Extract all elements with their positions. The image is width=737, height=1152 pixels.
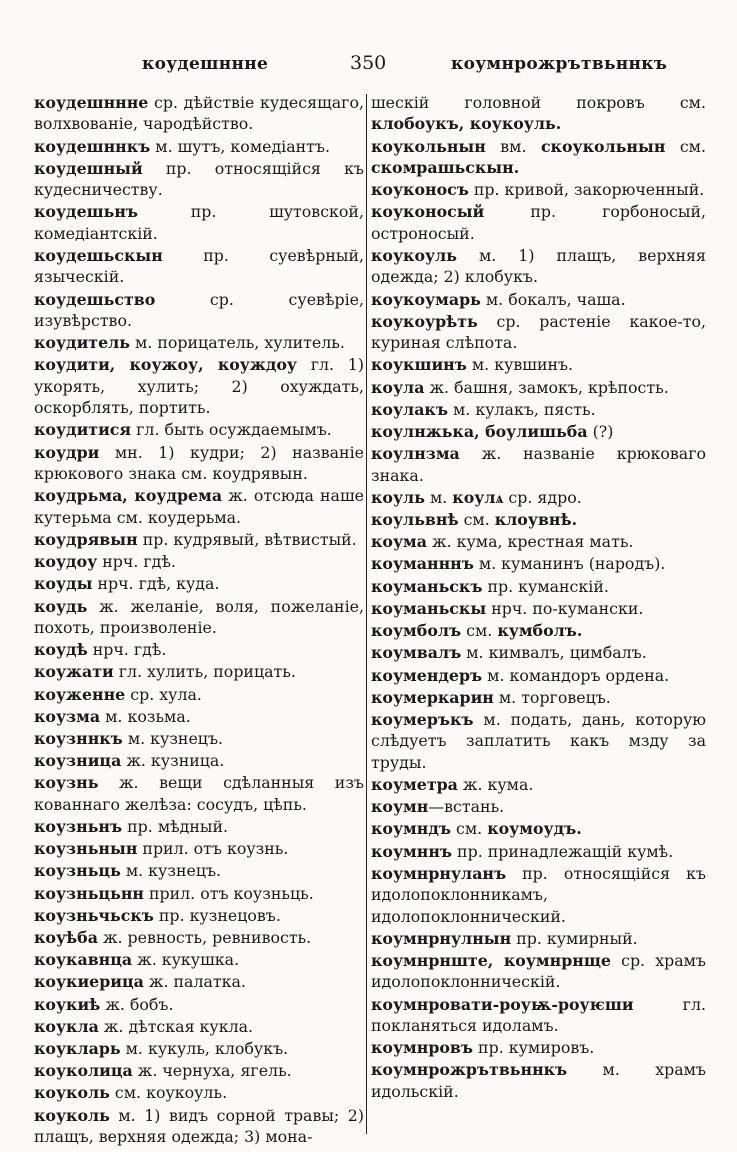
entry-definition: прил. отъ коузньць. — [143, 883, 314, 903]
dictionary-entry — [371, 620, 706, 641]
entry-headword: коуметра — [371, 774, 458, 794]
entry-headword: коумн — [371, 797, 429, 817]
entry-definition: м. — [424, 487, 453, 507]
dictionary-entry — [34, 661, 364, 682]
dictionary-entry — [34, 949, 364, 970]
entry-headword: коудешннне — [34, 93, 149, 112]
entry-definition: ср. суевѣріе, изувѣрство. — [34, 289, 364, 331]
entry-definition: м. куманинъ (народъ). — [473, 554, 666, 574]
entry-definition: м. кузнецъ. — [122, 728, 224, 748]
dictionary-entry — [34, 485, 364, 528]
entry-definition: (?) — [587, 422, 614, 442]
entry-definition: пр. кумирный. — [511, 928, 638, 948]
dictionary-entry — [371, 136, 706, 179]
entry-headword: коуды — [34, 574, 93, 594]
entry-definition: ж. кузница. — [121, 751, 225, 771]
dictionary-entry — [34, 419, 364, 440]
entry-definition: м. 1) плащъ, верхняя одежда; 2) клобукъ. — [371, 246, 706, 287]
running-head-right: коумнрожрътвьннкъ — [451, 54, 668, 74]
entry-definition: м. храмъ идольскій. — [371, 1060, 706, 1101]
entry-definition: прил. отъ коузнь. — [137, 839, 289, 859]
entry-definition: ж. желаніе, воля, пожеланіе, похоть, произволеніе. — [34, 596, 364, 637]
dictionary-entry — [371, 687, 706, 708]
dictionary-entry — [34, 158, 364, 201]
dictionary-entry — [34, 706, 364, 727]
entry-headword: коузннкъ — [34, 728, 123, 748]
entry-headword: коудешннкъ — [34, 136, 151, 156]
entry-headword: коузньцьнн — [34, 883, 144, 903]
dictionary-entry — [371, 665, 706, 686]
entry-definition: ср. дѣйствіе кудесящаго, волхвованіе, чародѣйство. — [34, 93, 364, 134]
entry-headword: коумнровати-роуѭ-роуѥши — [371, 994, 634, 1014]
entry-headword: коудешьнъ — [34, 202, 139, 222]
entry-definition: м. порицатель, хулитель. — [130, 333, 345, 353]
entry-definition: ж. кукушка. — [132, 950, 240, 970]
dictionary-entry — [34, 684, 364, 705]
left-column — [34, 92, 364, 1148]
entry-headword: коукавнца — [34, 950, 133, 970]
entry-headword: коузньнъ — [34, 816, 123, 836]
entry-crossref: скоукольнын — [540, 136, 666, 156]
entry-definition: м. бокалъ, чаша. — [480, 289, 626, 309]
entry-headword: коулнжька, боулишьба — [371, 422, 588, 442]
dictionary-entry — [371, 950, 706, 993]
entry-definition: пр. кузнецовъ. — [153, 905, 281, 925]
entry-definition: м. козьма. — [100, 706, 191, 726]
dictionary-entry — [371, 709, 706, 773]
entry-headword: коума — [371, 532, 428, 552]
dictionary-entry — [34, 1038, 364, 1059]
dictionary-entry — [34, 1082, 364, 1103]
dictionary-entry — [371, 509, 706, 530]
entry-definition: ж. кума. — [457, 774, 534, 794]
entry-definition: ср. храмъ идолопоклонническій. — [371, 950, 706, 992]
dictionary-entry — [371, 354, 706, 375]
entry-headword: коумеркарин — [371, 687, 494, 707]
entry-headword: коузньчьскъ — [34, 905, 154, 925]
entry-headword: коудрявын — [34, 529, 138, 549]
entry-definition: ж. дѣтская кукла. — [98, 1016, 254, 1036]
dictionary-entry — [371, 92, 706, 135]
entry-definition: ж. названіе крюковаго знака. — [371, 444, 706, 485]
entry-definition: ж. вещи сдѣланныя изъ кованнаго желѣза: сосудъ, цѣпь. — [34, 773, 364, 814]
entry-definition: м. 1) видъ сорной травы; 2) плащъ, верхняя одежда; 3) мона- — [34, 1105, 364, 1146]
dictionary-entry — [34, 772, 364, 815]
dictionary-entry — [371, 553, 706, 574]
dictionary-entry — [34, 905, 364, 926]
entry-headword: коукоумарь — [371, 289, 481, 309]
entry-headword: коуманьскъ — [371, 576, 483, 596]
entry-definition: пр. мѣдный. — [122, 816, 229, 836]
dictionary-entry — [371, 311, 706, 354]
entry-headword: коумвалъ — [371, 643, 462, 663]
entry-headword: коужати — [34, 662, 114, 682]
entry-headword: коумнрожрътвьннкъ — [371, 1060, 568, 1080]
entry-definition: ж. башня, замокъ, крѣпость. — [424, 377, 669, 397]
entry-headword: коуконосый — [371, 202, 485, 222]
entry-headword: коузньнын — [34, 839, 138, 859]
entry-definition: пр. относящійся къ идолопоклонникамъ, идолопоклоннический. — [371, 863, 706, 926]
entry-definition: нрч. гдѣ, куда. — [92, 574, 220, 594]
entry-crossref: кумболъ. — [497, 621, 583, 641]
entry-headword: коудити, коужоу, коуждоу — [34, 355, 298, 375]
entry-headword: коукла — [34, 1016, 99, 1036]
dictionary-entry — [34, 442, 364, 485]
dictionary-entry — [371, 377, 706, 398]
entry-headword: коукоуль — [371, 246, 457, 266]
entry-definition: м. кукуль, клобукъ. — [120, 1038, 289, 1058]
entry-definition: гл. покланяться идоламъ. — [371, 994, 706, 1035]
dictionary-entry — [34, 1060, 364, 1081]
entry-headword: коульвнѣ — [371, 510, 459, 530]
entry-headword: коуманьскы — [371, 598, 487, 618]
dictionary-entry — [34, 927, 364, 948]
entry-crossref: клобоукъ, коукоуль. — [371, 114, 562, 134]
entry-headword: коукиерица — [34, 972, 144, 992]
dictionary-entry — [371, 531, 706, 552]
dictionary-entry — [371, 421, 706, 442]
entry-headword: коумеръкъ — [371, 709, 474, 729]
entry-definition: ж. бобъ. — [100, 994, 174, 1014]
dictionary-entry — [371, 994, 706, 1037]
entry-definition: пр. горбоносый, остроносый. — [371, 202, 706, 243]
entry-headword: коумнрнште, коумнрнще — [371, 950, 611, 970]
entry-headword: коудитися — [34, 420, 132, 440]
entry-headword: коумболъ — [371, 621, 462, 641]
dictionary-entry — [34, 551, 364, 572]
entry-headword: коулнзма — [371, 444, 460, 464]
dictionary-entry — [371, 841, 706, 862]
entry-headword: коузница — [34, 751, 122, 771]
entry-headword: коуколица — [34, 1061, 133, 1081]
dictionary-entry — [34, 1016, 364, 1037]
dictionary-entry — [371, 818, 706, 839]
dictionary-entry — [371, 598, 706, 619]
entry-crossref: коулѧ — [452, 487, 504, 507]
page-number: 350 — [350, 52, 387, 74]
entry-definition: м. кувшинъ. — [466, 355, 574, 375]
entry-headword: коукоурѣть — [371, 311, 478, 331]
entry-definition: гл. 1) укорять, хулить; 2) охуждать, оскорблять, портить. — [34, 355, 364, 418]
dictionary-entry — [34, 838, 364, 859]
entry-definition: пр. кривой, закорюченный. — [468, 180, 705, 200]
entry-definition: ср. хула. — [125, 684, 202, 704]
dictionary-entry — [371, 289, 706, 310]
dictionary-entry — [371, 1059, 706, 1102]
entry-definition: вм. — [485, 136, 541, 156]
entry-definition: мн. 1) кудри; 2) названіе крюкового знака см. коудрявын. — [34, 442, 364, 484]
dictionary-entry — [34, 596, 364, 639]
dictionary-entry — [34, 994, 364, 1015]
dictionary-entry — [34, 136, 364, 157]
entry-headword: коудь — [34, 596, 88, 616]
entry-headword: коудѣ — [34, 640, 88, 660]
entry-headword: коумннъ — [371, 841, 453, 861]
entry-definition: м. шутъ, комедіантъ. — [150, 136, 330, 156]
dictionary-entry — [34, 639, 364, 660]
entry-headword: коукларь — [34, 1038, 121, 1058]
entry-definition: м. подать, дань, которую слѣдуетъ заплатить какъ мзду за труды. — [371, 709, 706, 772]
entry-crossref: клоувнѣ. — [494, 510, 578, 530]
entry-definition: ж. кума, крестная мать. — [427, 532, 634, 552]
entry-headword: коуманннъ — [371, 554, 474, 574]
entry-definition: м. кулакъ, пясть. — [447, 399, 596, 419]
entry-definition: нрч. гдѣ. — [87, 640, 167, 660]
entry-definition: пр. относящійся къ кудесничеству. — [34, 158, 364, 200]
dictionary-entry — [34, 750, 364, 771]
entry-crossref: скомрашьскын. — [371, 158, 520, 178]
entry-headword: коуколь — [34, 1105, 110, 1125]
entry-definition: ж. чернуха, ягель. — [132, 1061, 292, 1081]
entry-definition: пр. шутовской, комедіантскій. — [34, 202, 364, 243]
entry-headword: коуѣба — [34, 927, 98, 947]
entry-definition: ср. ядро. — [503, 487, 582, 507]
entry-headword: коумнрнуланъ — [371, 863, 507, 883]
entry-definition: м. командоръ ордена. — [482, 665, 670, 685]
dictionary-entry — [34, 289, 364, 332]
dictionary-entry — [34, 728, 364, 749]
entry-definition: м. кузнецъ. — [120, 861, 222, 881]
entry-headword: коулакъ — [371, 399, 448, 419]
entry-headword: коузньць — [34, 861, 121, 881]
entry-headword: коудешьскын — [34, 246, 163, 266]
entry-headword: коуколь — [34, 1083, 110, 1103]
entry-definition: ср. растеніе какое-то, куриная слѣпота. — [371, 311, 706, 353]
entry-headword: коукиѣ — [34, 994, 101, 1014]
dictionary-entry — [371, 928, 706, 949]
entry-headword: коула — [371, 377, 425, 397]
entry-definition: пр. кумировъ. — [473, 1038, 595, 1058]
entry-definition: —встань. — [428, 797, 505, 817]
dictionary-entry — [34, 860, 364, 881]
entry-definition: ж. ревность, ревнивость. — [97, 927, 312, 947]
dictionary-entry — [371, 796, 706, 817]
dictionary-entry — [371, 642, 706, 663]
entry-headword: коуженне — [34, 684, 126, 704]
entry-definition: гл. быть осуждаемымъ. — [131, 420, 332, 440]
entry-definition: шескій головной покровъ см. — [371, 93, 706, 112]
dictionary-entry — [34, 201, 364, 244]
entry-headword: коумнрнулнын — [371, 928, 512, 948]
entry-definition: м. торговецъ. — [493, 687, 611, 707]
entry-headword: коукольнын — [371, 136, 486, 156]
entry-headword: коузма — [34, 706, 101, 726]
dictionary-entry — [34, 529, 364, 550]
entry-headword: коудешный — [34, 158, 143, 178]
entry-definition: пр. принадлежащій кумѣ. — [452, 841, 674, 861]
entry-headword: коудрьма, коудрема — [34, 486, 223, 506]
dictionary-entry — [371, 487, 706, 508]
right-column — [371, 92, 706, 1103]
dictionary-entry — [34, 245, 364, 288]
entry-crossref: коумоудъ. — [487, 819, 582, 839]
running-head-left: коудешннне — [142, 54, 269, 74]
entry-definition: ж. палатка. — [143, 972, 246, 992]
entry-headword: коумендеръ — [371, 665, 483, 685]
entry-definition: нрч. по-кумански. — [486, 598, 644, 618]
dictionary-entry — [371, 399, 706, 420]
entry-definition: м. кимвалъ, цимбалъ. — [461, 643, 647, 663]
dictionary-entry — [34, 332, 364, 353]
entry-headword: коуконосъ — [371, 180, 469, 200]
entry-headword: коудри — [34, 442, 100, 462]
dictionary-entry — [34, 971, 364, 992]
dictionary-entry — [371, 179, 706, 200]
dictionary-entry — [34, 1105, 364, 1148]
entry-definition: см. — [451, 819, 488, 839]
page-header — [34, 48, 706, 82]
entry-definition: гл. хулить, порицать. — [113, 662, 296, 682]
entry-definition: нрч. гдѣ. — [97, 552, 176, 572]
dictionary-entry — [371, 1037, 706, 1058]
entry-definition: см. коукоуль. — [109, 1083, 228, 1103]
entry-definition: пр. куманскій. — [482, 576, 609, 596]
dictionary-entry — [34, 816, 364, 837]
entry-definition: см. — [665, 136, 706, 156]
dictionary-entry — [371, 576, 706, 597]
entry-headword: коузнь — [34, 773, 99, 793]
column-divider — [366, 94, 367, 1134]
entry-definition: см. — [461, 621, 498, 641]
dictionary-entry — [34, 573, 364, 594]
entry-headword: коумнровъ — [371, 1038, 474, 1058]
entry-headword: коукшинъ — [371, 355, 467, 375]
entry-definition: ж. отсюда наше кутерьма см. коудерьма. — [34, 486, 364, 527]
dictionary-entry — [371, 863, 706, 927]
entry-headword: коумндъ — [371, 819, 451, 839]
dictionary-entry — [371, 443, 706, 486]
dictionary-entry — [371, 774, 706, 795]
entry-headword: коудоу — [34, 552, 98, 572]
entry-definition: пр. суевѣрный, языческій. — [34, 246, 364, 287]
dictionary-entry — [371, 201, 706, 244]
dictionary-entry — [34, 354, 364, 418]
dictionary-entry — [371, 245, 706, 288]
entry-headword: коудешьство — [34, 289, 156, 309]
entry-headword: коудитель — [34, 333, 130, 353]
entry-definition: пр. кудрявый, вѣтвистый. — [137, 529, 357, 549]
entry-headword: коуль — [371, 487, 425, 507]
dictionary-entry — [34, 92, 364, 135]
entry-definition: см. — [458, 510, 495, 530]
dictionary-entry — [34, 883, 364, 904]
